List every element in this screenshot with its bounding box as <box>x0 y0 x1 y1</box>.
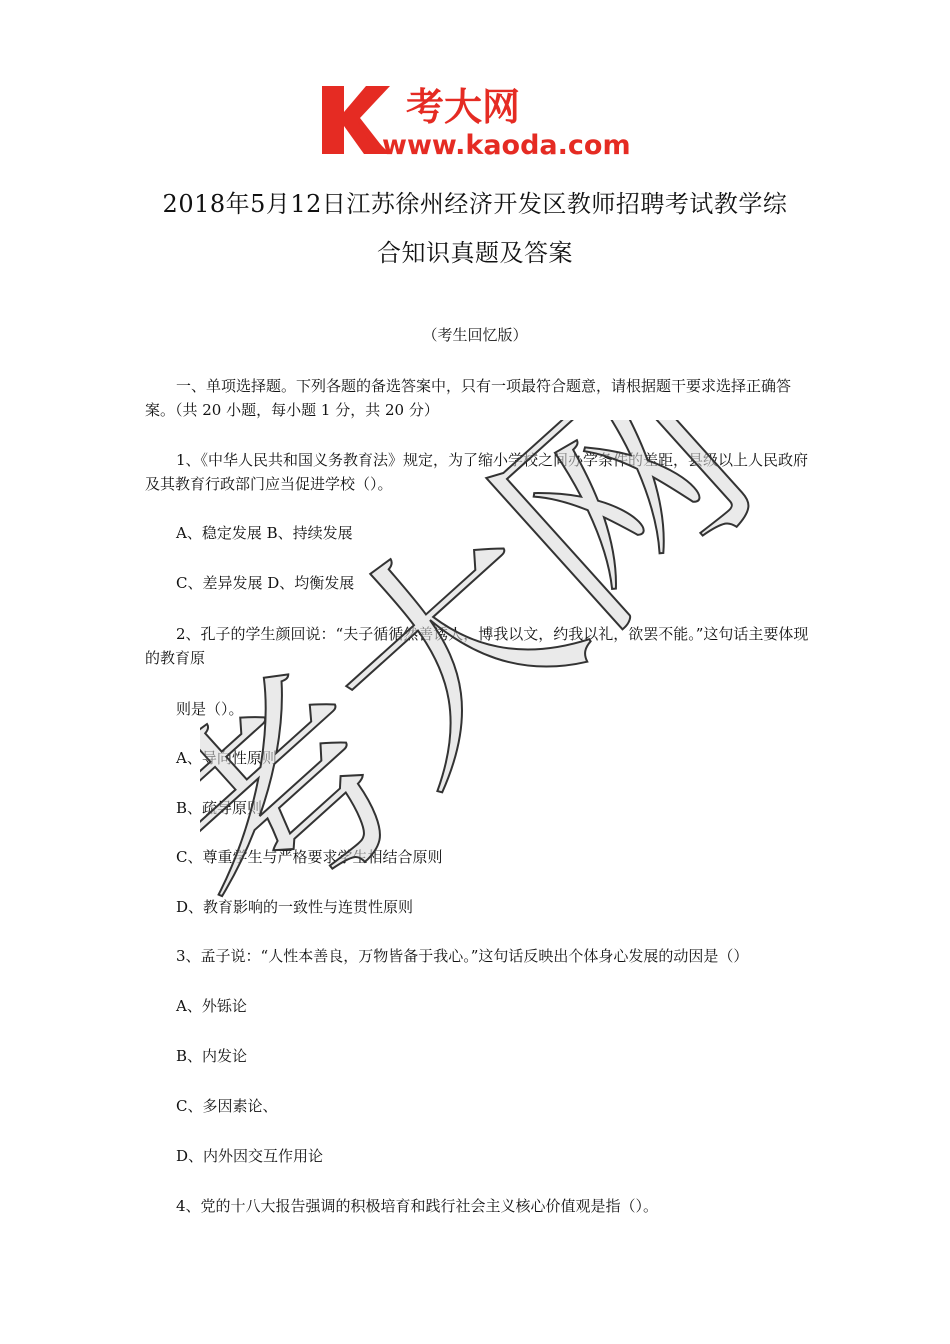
logo-brand-text: 考大网 <box>406 85 521 129</box>
logo-url-text: www.kaoda.com <box>382 130 631 158</box>
question-1-options-ab: A、稳定发展 B、持续发展 <box>176 524 353 542</box>
question-3-option-c: C、多因素论、 <box>176 1097 278 1115</box>
question-3: 3、孟子说：“人性本善良，万物皆备于我心。”这句话反映出个体身心发展的动因是（） <box>176 947 749 965</box>
section-intro: 一、单项选择题。下列各题的备选答案中，只有一项最符合题意，请根据题干要求选择正确答案。（共 20 小题，每小题 1 分，共 20 分） <box>145 377 792 419</box>
question-2-option-d: D、教育影响的一致性与连贯性原则 <box>176 898 414 916</box>
watermark-text: 考大网 <box>200 420 760 920</box>
kaoda-logo <box>318 82 638 158</box>
question-2-continued: 则是（）。 <box>176 700 244 718</box>
kaoda-logo-graphic <box>318 82 638 158</box>
question-3-option-a: A、外铄论 <box>176 997 247 1015</box>
question-2: 2、孔子的学生颜回说：“夫子循循然善诱人，博我以文，约我以礼，欲罢不能。”这句话主要体现的教育原 <box>145 625 809 667</box>
question-4: 4、党的十八大报告强调的积极培育和践行社会主义核心价值观是指（）。 <box>176 1197 659 1215</box>
question-2-option-b: B、疏导原则 <box>176 799 263 817</box>
doc-title-line1: 2018年5月12日江苏徐州经济开发区教师招聘考试教学综 <box>162 190 788 218</box>
question-2-option-c: C、尊重学生与严格要求学生相结合原则 <box>176 848 443 866</box>
question-3-option-d: D、内外因交互作用论 <box>176 1147 324 1165</box>
doc-subtitle: （考生回忆版） <box>422 326 528 344</box>
question-3-option-b: B、内发论 <box>176 1047 248 1065</box>
question-1-options-cd: C、差异发展 D、均衡发展 <box>176 574 355 592</box>
question-2-option-a: A、导向性原则 <box>176 749 277 767</box>
doc-title-line2: 合知识真题及答案 <box>377 239 573 267</box>
question-1: 1、《中华人民共和国义务教育法》规定，为了缩小学校之间办学条件的差距，县级以上人民政府及其教育行政部门应当促进学校（）。 <box>145 451 809 493</box>
